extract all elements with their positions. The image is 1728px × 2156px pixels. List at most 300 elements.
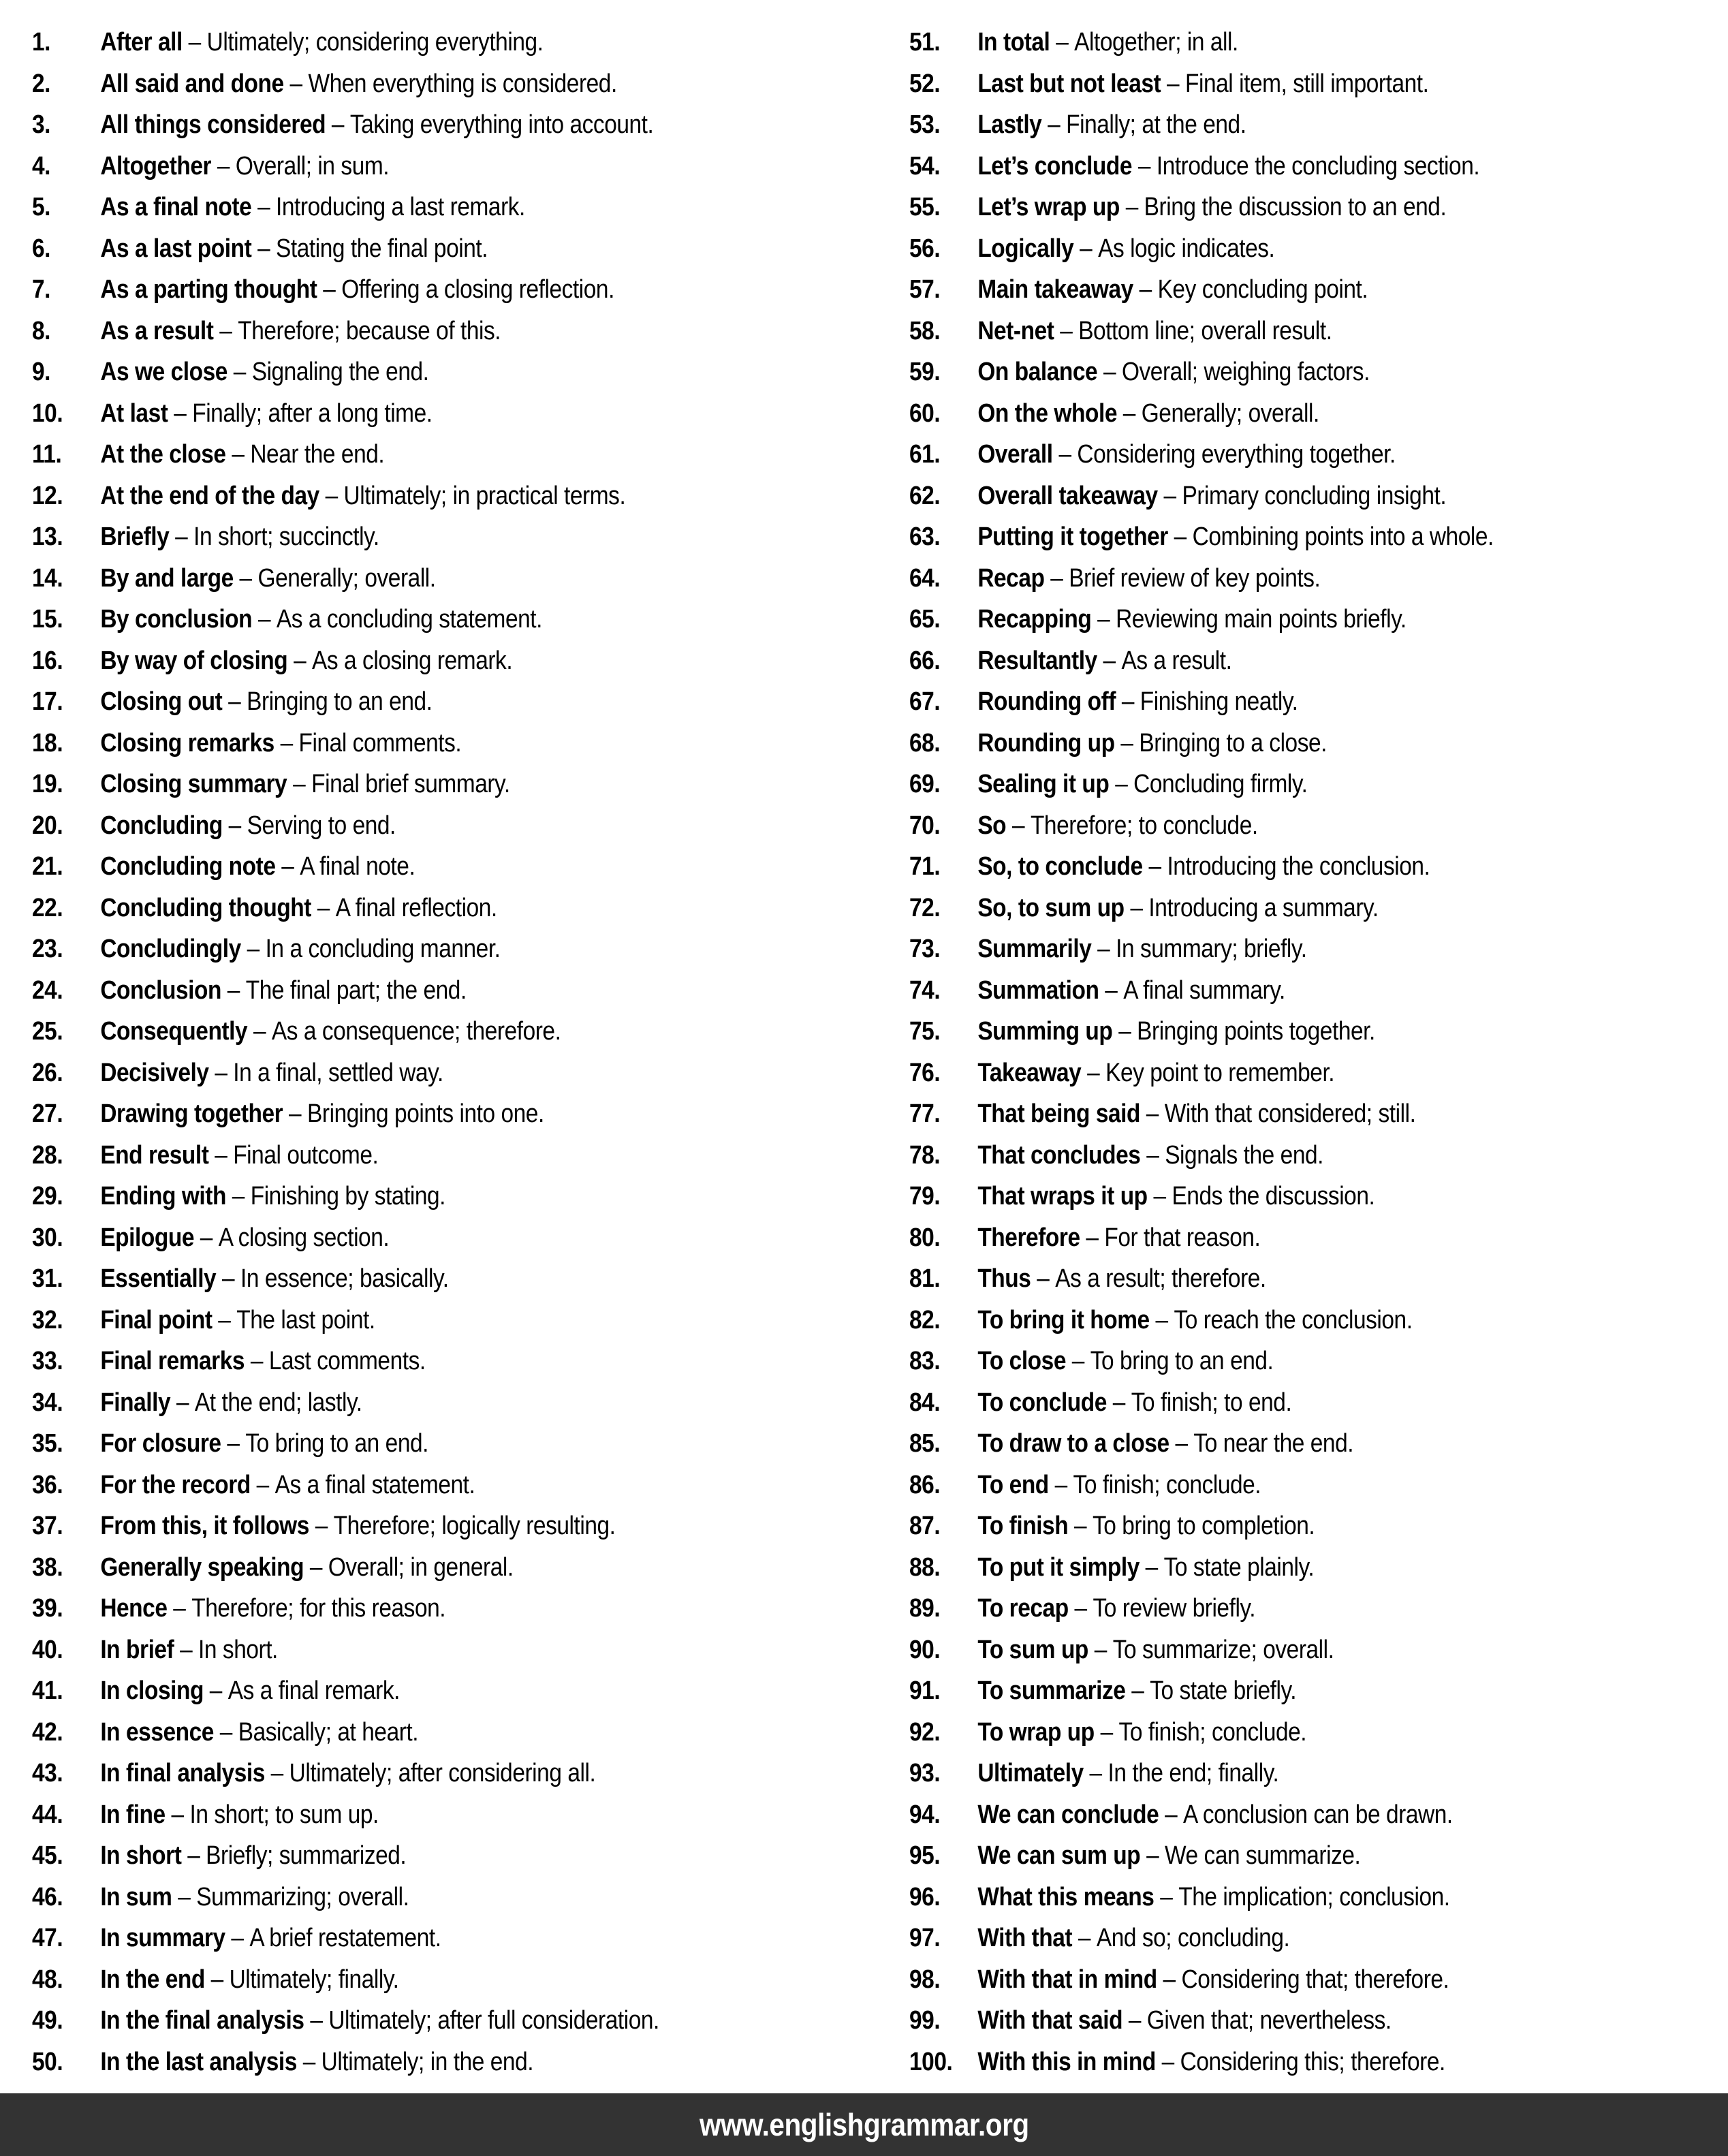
item-phrase: From this, it follows (100, 1512, 309, 1540)
item-text (977, 228, 1274, 270)
dash-separator: – (1080, 234, 1093, 263)
dash-separator: – (1148, 852, 1161, 881)
item-number: 65. (909, 605, 941, 634)
item-phrase: Let’s conclude (977, 151, 1133, 181)
list-item (909, 970, 1630, 1012)
item-definition: At the end; lastly. (194, 1388, 362, 1417)
dash-separator: – (331, 110, 345, 139)
item-phrase: Putting it together (977, 522, 1168, 551)
list-item (909, 1505, 1630, 1547)
list-item (32, 1712, 764, 1753)
item-text (100, 351, 428, 393)
item-number: 51. (909, 28, 941, 57)
item-definition: Signals the end. (1165, 1140, 1323, 1170)
item-phrase: Essentially (100, 1264, 217, 1293)
item-text (100, 1258, 448, 1300)
item-text (100, 723, 461, 764)
list-item (32, 516, 764, 558)
dash-separator: – (217, 151, 230, 181)
list-item (32, 1835, 764, 1877)
list-item (32, 1258, 764, 1300)
item-text (977, 1093, 1415, 1135)
dash-separator: – (222, 1264, 235, 1293)
item-text (100, 764, 509, 805)
item-text (977, 558, 1320, 599)
item-number: 49. (32, 2006, 63, 2035)
item-definition: Combining points into a whole. (1192, 522, 1494, 551)
item-number: 84. (909, 1388, 941, 1417)
list-item (32, 888, 764, 929)
item-number: 10. (32, 399, 63, 428)
item-definition: To state plainly. (1163, 1552, 1315, 1582)
item-text (977, 1341, 1273, 1382)
list-item (909, 1300, 1630, 1341)
item-definition: With that considered; still. (1164, 1099, 1416, 1128)
list-item (32, 1011, 764, 1052)
item-phrase: In closing (100, 1676, 204, 1705)
list-item (909, 1465, 1630, 1506)
item-phrase: Finally (100, 1388, 171, 1417)
item-phrase: In short (100, 1841, 182, 1870)
list-item (32, 558, 764, 599)
dash-separator: – (1122, 399, 1135, 428)
list-item (32, 2042, 764, 2083)
item-text (100, 1877, 409, 1918)
footer-url: www.englishgrammar.org (699, 2107, 1029, 2142)
item-definition: Considering that; therefore. (1181, 1965, 1449, 1994)
item-text (100, 1712, 418, 1753)
item-number: 88. (909, 1552, 941, 1582)
item-definition: A brief restatement. (249, 1924, 441, 1952)
item-definition: Ultimately; after considering all. (289, 1759, 596, 1787)
dash-separator: – (228, 687, 241, 716)
dash-separator: – (1097, 605, 1110, 634)
list-item (909, 1341, 1630, 1382)
list-item (909, 269, 1630, 311)
item-phrase: To sum up (977, 1635, 1088, 1664)
dash-separator: – (1103, 358, 1116, 386)
list-item (909, 640, 1630, 682)
item-phrase: In the end (100, 1965, 205, 1994)
item-text (977, 681, 1298, 723)
item-definition: Taking everything into account. (349, 110, 654, 139)
dash-separator: – (228, 811, 241, 840)
list-item (32, 1176, 764, 1217)
item-phrase: To close (977, 1347, 1066, 1375)
item-text (977, 1835, 1360, 1877)
item-definition: As a consequence; therefore. (271, 1017, 561, 1046)
item-definition: Bringing to an end. (247, 687, 433, 716)
item-phrase: After all (100, 28, 183, 57)
item-phrase: Hence (100, 1594, 168, 1623)
item-number: 5. (32, 193, 51, 221)
item-definition: Altogether; in all. (1074, 28, 1238, 57)
item-phrase: Logically (977, 234, 1074, 263)
item-phrase: Thus (977, 1264, 1031, 1293)
item-definition: Last comments. (268, 1347, 426, 1375)
item-text (977, 1300, 1412, 1341)
item-number: 64. (909, 563, 941, 593)
item-phrase: In brief (100, 1635, 174, 1664)
item-definition: Ultimately; considering everything. (206, 28, 544, 57)
item-number: 17. (32, 687, 63, 716)
dash-separator: – (1089, 1759, 1102, 1787)
list-item (909, 2042, 1630, 2083)
dash-separator: – (215, 1140, 227, 1170)
dash-separator: – (1131, 1676, 1144, 1705)
item-text (977, 1877, 1449, 1918)
dash-separator: – (1118, 1017, 1131, 1046)
dash-separator: – (215, 1058, 227, 1087)
item-number: 37. (32, 1512, 63, 1540)
dash-separator: – (325, 481, 338, 510)
item-phrase: Decisively (100, 1058, 209, 1087)
item-text (977, 516, 1494, 558)
list-item (32, 599, 764, 640)
item-number: 83. (909, 1347, 941, 1375)
dash-separator: – (250, 1347, 264, 1375)
list-item (909, 1382, 1630, 1424)
list-item (909, 1588, 1630, 1629)
item-definition: As logic indicates. (1098, 234, 1275, 263)
item-definition: As a concluding statement. (276, 605, 542, 634)
item-text (977, 1423, 1353, 1465)
item-definition: Reviewing main points briefly. (1116, 605, 1407, 634)
item-definition: Overall; in general. (328, 1552, 514, 1582)
item-number: 99. (909, 2006, 941, 2035)
dash-separator: – (178, 1882, 191, 1911)
item-definition: Ultimately; finally. (229, 1965, 399, 1994)
item-number: 96. (909, 1882, 941, 1911)
item-text (977, 1959, 1449, 2001)
item-text (977, 146, 1479, 187)
item-number: 77. (909, 1099, 941, 1128)
item-number: 25. (32, 1017, 63, 1046)
item-phrase: By way of closing (100, 646, 288, 675)
item-number: 7. (32, 275, 51, 304)
dash-separator: – (174, 399, 187, 428)
item-number: 23. (32, 935, 63, 963)
list-item (909, 351, 1630, 393)
item-text (100, 1629, 278, 1671)
item-number: 91. (909, 1676, 941, 1705)
item-number: 39. (32, 1594, 63, 1623)
item-number: 12. (32, 481, 63, 510)
item-definition: In short; succinctly. (193, 522, 379, 551)
item-phrase: As a parting thought (100, 275, 317, 304)
item-text (977, 1753, 1278, 1794)
item-phrase: As a result (100, 316, 214, 345)
list-item (909, 475, 1630, 517)
item-text (977, 311, 1332, 352)
list-item (32, 640, 764, 682)
item-phrase: In fine (100, 1800, 166, 1829)
item-definition: Introduce the concluding section. (1156, 151, 1480, 181)
dash-separator: – (1167, 69, 1180, 98)
list-item (909, 1258, 1630, 1300)
item-definition: Therefore; because of this. (238, 316, 501, 345)
list-item (32, 351, 764, 393)
item-text (100, 1093, 544, 1135)
item-phrase: Concluding (100, 811, 223, 840)
item-phrase: On balance (977, 358, 1098, 386)
item-text (977, 104, 1246, 146)
item-phrase: In essence (100, 1717, 214, 1747)
item-number: 75. (909, 1017, 941, 1046)
list-column-left (0, 0, 864, 2082)
item-phrase: To recap (977, 1594, 1069, 1623)
item-text (100, 146, 389, 187)
item-number: 14. (32, 563, 63, 593)
item-definition: In essence; basically. (240, 1264, 449, 1293)
item-text (100, 599, 542, 640)
item-text (100, 970, 466, 1012)
item-phrase: To put it simply (977, 1552, 1140, 1582)
item-number: 3. (32, 110, 51, 139)
item-definition: Introducing the conclusion. (1167, 852, 1430, 881)
item-phrase: Concludingly (100, 935, 241, 963)
item-phrase: Closing remarks (100, 728, 274, 757)
list-item (32, 1753, 764, 1794)
item-number: 54. (909, 151, 941, 181)
list-item (32, 681, 764, 723)
dash-separator: – (1011, 811, 1025, 840)
item-phrase: With this in mind (977, 2047, 1156, 2076)
item-definition: As a result. (1121, 646, 1232, 675)
item-phrase: In the last analysis (100, 2047, 297, 2076)
list-item (32, 1794, 764, 1836)
dash-separator: – (1105, 975, 1118, 1005)
item-definition: A final reflection. (335, 893, 497, 922)
item-definition: In the end; finally. (1108, 1759, 1279, 1787)
item-phrase: Let’s wrap up (977, 193, 1120, 221)
item-text (100, 1588, 445, 1629)
dash-separator: – (1161, 2047, 1174, 2076)
item-number: 58. (909, 316, 941, 345)
dash-separator: – (317, 893, 330, 922)
dash-separator: – (1165, 1800, 1178, 1829)
list-item (909, 928, 1630, 970)
item-phrase: Drawing together (100, 1099, 283, 1128)
item-text (100, 393, 432, 435)
item-definition: Bringing points together. (1137, 1017, 1375, 1046)
dash-separator: – (294, 646, 307, 675)
item-text (100, 681, 432, 723)
item-text (100, 228, 488, 270)
dash-separator: – (1050, 563, 1063, 593)
item-text (100, 22, 543, 63)
item-phrase: At last (100, 399, 168, 428)
item-number: 59. (909, 358, 941, 386)
item-phrase: Final remarks (100, 1347, 245, 1375)
dash-separator: – (1153, 1182, 1166, 1210)
list-item (32, 311, 764, 352)
item-phrase: Recapping (977, 605, 1092, 634)
item-number: 15. (32, 605, 63, 634)
item-definition: Overall; weighing factors. (1121, 358, 1370, 386)
item-text (977, 1505, 1315, 1547)
item-text (977, 1670, 1296, 1712)
list-item (909, 1629, 1630, 1671)
item-definition: To review briefly. (1093, 1594, 1256, 1623)
item-phrase: What this means (977, 1882, 1154, 1911)
item-text (977, 1217, 1260, 1259)
list-item (909, 1135, 1630, 1176)
item-phrase: At the close (100, 440, 226, 469)
dash-separator: – (1120, 728, 1133, 757)
item-definition: A final summary. (1123, 975, 1285, 1005)
item-definition: We can summarize. (1165, 1841, 1361, 1870)
list-item (32, 1959, 764, 2001)
item-phrase: To wrap up (977, 1717, 1095, 1747)
item-text (100, 1011, 561, 1052)
dash-separator: – (175, 522, 188, 551)
item-text (977, 1258, 1266, 1300)
dash-separator: – (1146, 1099, 1159, 1128)
item-number: 68. (909, 728, 941, 757)
item-definition: Offering a closing reflection. (341, 275, 614, 304)
item-definition: In a final, settled way. (233, 1058, 443, 1087)
list-item (909, 63, 1630, 105)
dash-separator: – (289, 1099, 302, 1128)
item-phrase: With that in mind (977, 1965, 1157, 1994)
item-definition: As a final remark. (227, 1676, 400, 1705)
item-number: 86. (909, 1470, 941, 1499)
dash-separator: – (256, 1470, 269, 1499)
item-definition: A final note. (300, 852, 415, 881)
item-number: 46. (32, 1882, 63, 1911)
item-phrase: Final point (100, 1305, 213, 1334)
dash-separator: – (1125, 193, 1138, 221)
list-item (909, 104, 1630, 146)
dash-separator: – (227, 975, 240, 1005)
list-item (909, 1011, 1630, 1052)
dash-separator: – (1054, 1470, 1067, 1499)
dash-separator: – (281, 852, 294, 881)
list-item (909, 187, 1630, 228)
dash-separator: – (219, 316, 232, 345)
item-number: 48. (32, 1965, 63, 1994)
list-item (32, 1300, 764, 1341)
dash-separator: – (1174, 522, 1187, 551)
list-item (909, 805, 1630, 847)
dash-separator: – (1145, 1552, 1158, 1582)
item-phrase: To bring it home (977, 1305, 1150, 1334)
item-definition: Considering everything together. (1077, 440, 1396, 469)
item-text (977, 187, 1446, 228)
item-definition: In short; to sum up. (189, 1800, 379, 1829)
item-number: 29. (32, 1182, 63, 1210)
item-text (100, 2000, 659, 2042)
item-definition: A closing section. (218, 1223, 390, 1252)
item-definition: Bringing points into one. (307, 1099, 544, 1128)
list-item (909, 1877, 1630, 1918)
item-phrase: We can sum up (977, 1841, 1141, 1870)
item-number: 41. (32, 1676, 63, 1705)
dash-separator: – (289, 69, 302, 98)
item-text (100, 846, 415, 888)
item-phrase: End result (100, 1140, 209, 1170)
item-definition: Stating the final point. (276, 234, 488, 263)
item-number: 2. (32, 69, 51, 98)
item-phrase: Closing summary (100, 770, 287, 798)
list-item (32, 1918, 764, 1959)
item-phrase: Summation (977, 975, 1099, 1005)
list-item (909, 1670, 1630, 1712)
item-number: 13. (32, 522, 63, 551)
dash-separator: – (1086, 1223, 1099, 1252)
list-item (32, 393, 764, 435)
dash-separator: – (1100, 1717, 1113, 1747)
item-text (100, 1918, 441, 1959)
item-definition: Summarizing; overall. (196, 1882, 409, 1911)
item-phrase: Generally speaking (100, 1552, 304, 1582)
item-number: 18. (32, 728, 63, 757)
item-definition: As a final statement. (274, 1470, 475, 1499)
item-definition: Generally; overall. (1141, 399, 1319, 428)
dash-separator: – (247, 935, 260, 963)
item-number: 40. (32, 1635, 63, 1664)
item-number: 26. (32, 1058, 63, 1087)
item-text (977, 1135, 1323, 1176)
item-text (100, 1300, 375, 1341)
dash-separator: – (232, 1182, 245, 1210)
list-item (909, 558, 1630, 599)
item-phrase: Epilogue (100, 1223, 194, 1252)
item-phrase: Conclusion (100, 975, 221, 1005)
item-definition: Overall; in sum. (235, 151, 390, 181)
dash-separator: – (1074, 1594, 1087, 1623)
item-phrase: Main takeaway (977, 275, 1133, 304)
item-definition: Bring the discussion to an end. (1144, 193, 1447, 221)
item-definition: Therefore; for this reason. (191, 1594, 446, 1623)
item-text (977, 393, 1319, 435)
item-number: 42. (32, 1717, 63, 1747)
list-item (909, 1753, 1630, 1794)
list-item (909, 1093, 1630, 1135)
item-number: 93. (909, 1759, 941, 1787)
item-text (977, 1011, 1375, 1052)
item-text (100, 1753, 595, 1794)
dash-separator: – (1071, 1347, 1084, 1375)
item-phrase: Ultimately (977, 1759, 1084, 1787)
list-item (909, 1918, 1630, 1959)
dash-separator: – (253, 1017, 266, 1046)
item-phrase: As we close (100, 358, 227, 386)
item-phrase: Rounding up (977, 728, 1115, 757)
item-definition: Finishing by stating. (250, 1182, 446, 1210)
item-number: 80. (909, 1223, 941, 1252)
item-text (977, 640, 1231, 682)
item-number: 60. (909, 399, 941, 428)
item-number: 71. (909, 852, 941, 881)
item-text (977, 1918, 1289, 1959)
dash-separator: – (219, 1717, 232, 1747)
item-number: 11. (32, 440, 62, 469)
item-definition: Finally; at the end. (1066, 110, 1246, 139)
item-definition: Ultimately; in practical terms. (343, 481, 626, 510)
item-text (100, 1670, 400, 1712)
item-definition: Ultimately; after full consideration. (328, 2006, 659, 2035)
list-item (32, 1052, 764, 1094)
item-text (100, 434, 384, 475)
item-number: 73. (909, 935, 941, 963)
dash-separator: – (1087, 1058, 1100, 1087)
list-item (32, 805, 764, 847)
item-definition: Bottom line; overall result. (1078, 316, 1332, 345)
item-text (977, 269, 1368, 311)
item-text (977, 63, 1428, 105)
